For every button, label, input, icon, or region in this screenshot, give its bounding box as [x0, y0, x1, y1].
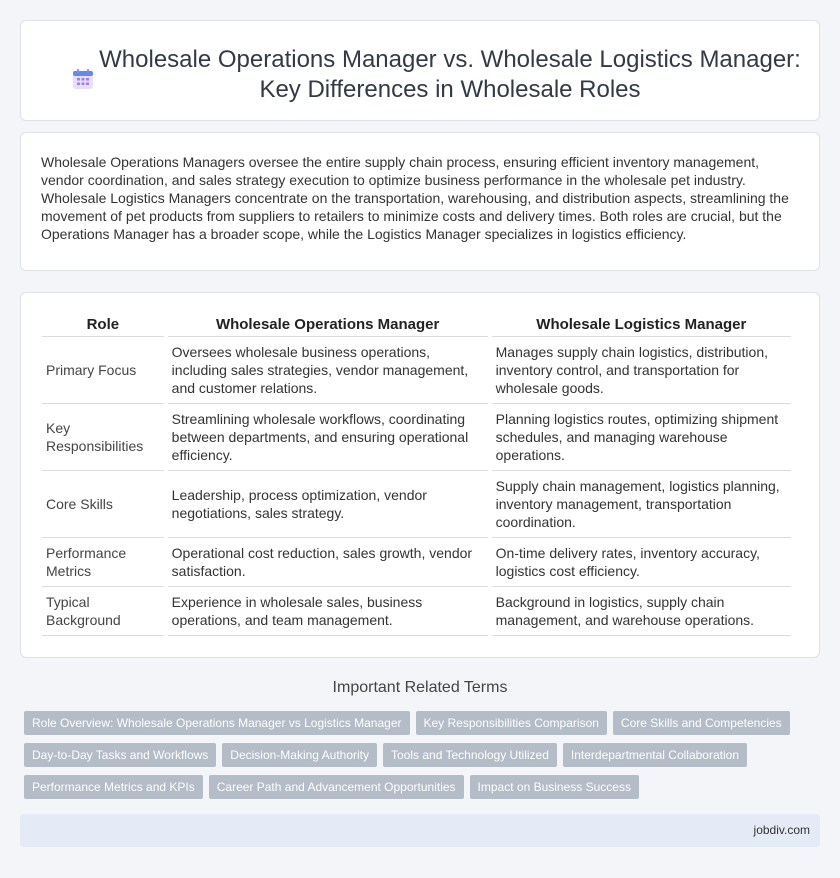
operations-cell: Operational cost reduction, sales growth, vendor satisfaction.	[168, 538, 488, 587]
tag-performance-metrics[interactable]: Performance Metrics and KPIs	[24, 775, 203, 799]
operations-cell: Streamlining wholesale workflows, coordinating between departments, and ensuring operational efficiency.	[168, 404, 488, 471]
table-header-row	[42, 311, 791, 337]
summary-paragraph: Wholesale Operations Managers oversee the entire supply chain process, ensuring efficient inventory management, vendor coordination, and sales strategy execution to optimize business performance in the wholesale pet industry. Wholesale Logistics Managers concentrate on the transportation, warehousing, and distribution aspects, streamlining the movement of pet products from suppliers to retailers to minimize costs and delivery times. Both roles are crucial, but the Operations Manager has a broader scope, while the Logistics Manager specializes in logistics efficiency.	[41, 154, 789, 242]
tag-decision-making[interactable]: Decision-Making Authority	[222, 743, 377, 767]
table-row	[42, 404, 791, 471]
header-operations-manager: Wholesale Operations Manager	[168, 311, 488, 337]
row-label: Core Skills	[42, 471, 164, 538]
row-label: Performance Metrics	[42, 538, 164, 587]
tag-role-overview[interactable]: Role Overview: Wholesale Operations Manager vs Logistics Manager	[24, 711, 410, 735]
page-title: Wholesale Operations Manager vs. Wholesale Logistics Manager: Key Differences in Wholesale Roles	[99, 46, 801, 103]
tag-row	[24, 743, 814, 767]
table-row	[42, 587, 791, 636]
logistics-cell: Supply chain management, logistics planning, inventory management, transportation coordination.	[492, 471, 791, 538]
tag-business-impact[interactable]: Impact on Business Success	[470, 775, 639, 799]
table-row	[42, 471, 791, 538]
tag-core-skills[interactable]: Core Skills and Competencies	[613, 711, 790, 735]
header-logistics-manager: Wholesale Logistics Manager	[492, 311, 791, 337]
tag-row	[24, 711, 814, 735]
tag-interdepartmental[interactable]: Interdepartmental Collaboration	[563, 743, 747, 767]
operations-cell: Oversees wholesale business operations, including sales strategies, vendor management, and customer relations.	[168, 337, 488, 404]
related-terms-title: Important Related Terms	[332, 679, 508, 696]
logistics-cell: Planning logistics routes, optimizing shipment schedules, and managing warehouse operations.	[492, 404, 791, 471]
tag-row	[24, 775, 814, 799]
logistics-cell: Background in logistics, supply chain management, and warehouse operations.	[492, 587, 791, 636]
header-role: Role	[42, 311, 164, 337]
tag-career-path[interactable]: Career Path and Advancement Opportunities	[209, 775, 464, 799]
row-label: Primary Focus	[42, 337, 164, 404]
operations-cell: Leadership, process optimization, vendor negotiations, sales strategy.	[168, 471, 488, 538]
logistics-cell: On-time delivery rates, inventory accuracy, logistics cost efficiency.	[492, 538, 791, 587]
comparison-table-card	[20, 292, 820, 658]
comparison-table	[38, 311, 795, 636]
tag-day-to-day[interactable]: Day-to-Day Tasks and Workflows	[24, 743, 216, 767]
footer	[20, 814, 820, 847]
tag-key-responsibilities[interactable]: Key Responsibilities Comparison	[416, 711, 607, 735]
row-label: Typical Background	[42, 587, 164, 636]
header-card	[20, 20, 820, 121]
tag-tools-technology[interactable]: Tools and Technology Utilized	[383, 743, 557, 767]
footer-site-link[interactable]: jobdiv.com	[753, 823, 810, 837]
table-row	[42, 538, 791, 587]
related-terms-tags	[24, 711, 814, 807]
logistics-cell: Manages supply chain logistics, distribution, inventory control, and transportation for wholesale goods.	[492, 337, 791, 404]
row-label: Key Responsibilities	[42, 404, 164, 471]
operations-cell: Experience in wholesale sales, business operations, and team management.	[168, 587, 488, 636]
summary-card	[20, 132, 820, 271]
table-row	[42, 337, 791, 404]
